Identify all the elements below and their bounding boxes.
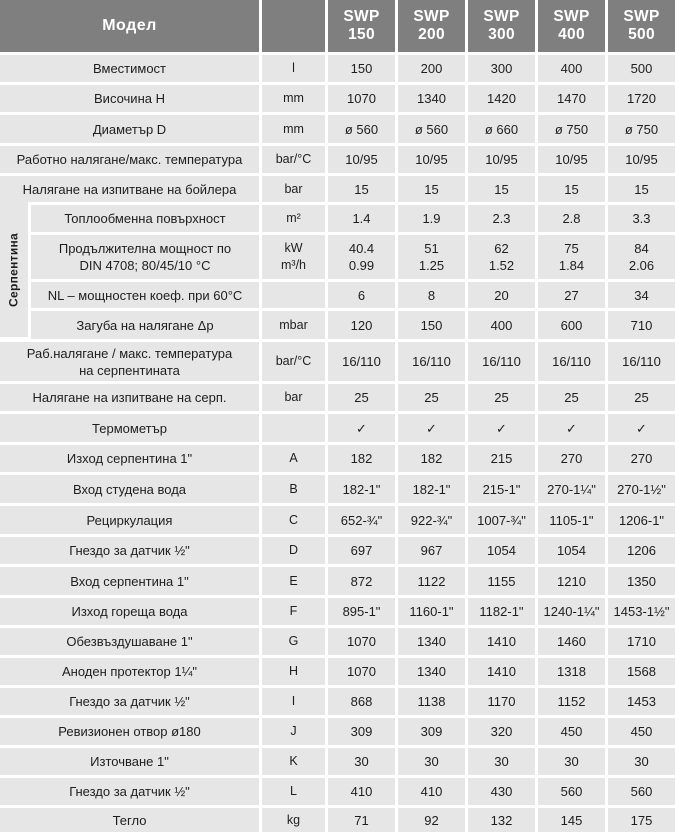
row-unit: K [262, 748, 325, 775]
row-unit: kW m³/h [262, 235, 325, 279]
row-value: 1170 [468, 688, 535, 715]
row-value: ✓ [468, 414, 535, 442]
row-value: 1420 [468, 85, 535, 112]
row-label: Продължителна мощност по DIN 4708; 80/45/10 °C [31, 235, 259, 279]
row-value: 309 [398, 718, 465, 745]
row-unit: E [262, 567, 325, 595]
row-value: 1460 [538, 628, 605, 655]
row-value: ø 750 [538, 115, 605, 143]
row-unit: D [262, 537, 325, 564]
row-value: 1070 [328, 85, 395, 112]
row-label: Работно налягане/макс. температура [0, 146, 259, 173]
row-value: 1206 [608, 537, 675, 564]
row-value: 25 [468, 384, 535, 411]
row-label: Аноден протектор 1¼" [0, 658, 259, 685]
row-value: 1318 [538, 658, 605, 685]
row-value: 150 [328, 55, 395, 82]
row-value: 270 [538, 445, 605, 472]
header-model-swp500: SWP 500 [608, 0, 675, 52]
row-unit: mbar [262, 311, 325, 339]
row-value: 62 1.52 [468, 235, 535, 279]
row-value: 2.8 [538, 205, 605, 232]
row-value: 1070 [328, 658, 395, 685]
row-value: 400 [538, 55, 605, 82]
group-label-serpentine: Серпентина [0, 202, 28, 337]
row-value: 25 [398, 384, 465, 411]
row-value: 1340 [398, 85, 465, 112]
row-value: ✓ [608, 414, 675, 442]
row-value: ✓ [538, 414, 605, 442]
row-value: 10/95 [538, 146, 605, 173]
row-value: 1240-1¼" [538, 598, 605, 625]
header-unit-cell [262, 0, 325, 52]
row-value: 895-1" [328, 598, 395, 625]
row-value: 27 [538, 282, 605, 308]
row-unit: F [262, 598, 325, 625]
row-value: ø 660 [468, 115, 535, 143]
row-value: 1410 [468, 658, 535, 685]
row-label: NL – мощностен коеф. при 60°C [31, 282, 259, 308]
row-unit [262, 414, 325, 442]
row-value: 25 [328, 384, 395, 411]
row-label: Ревизионен отвор ø180 [0, 718, 259, 745]
row-unit: kg [262, 808, 325, 832]
row-unit: L [262, 778, 325, 805]
row-value: 1710 [608, 628, 675, 655]
row-value: 10/95 [608, 146, 675, 173]
row-value: 182 [398, 445, 465, 472]
row-value: 16/110 [538, 342, 605, 381]
row-value: 652-¾" [328, 506, 395, 534]
row-value: 2.3 [468, 205, 535, 232]
row-value: 15 [538, 176, 605, 202]
row-value: 1453 [608, 688, 675, 715]
row-label: Загуба на налягане Δp [31, 311, 259, 339]
row-label: Налягане на изпитване на серп. [0, 384, 259, 411]
row-value: 1206-1" [608, 506, 675, 534]
row-label: Топлообменна повърхност [31, 205, 259, 232]
row-value: 1470 [538, 85, 605, 112]
row-value: 410 [398, 778, 465, 805]
row-label: Диаметър D [0, 115, 259, 143]
row-value: 450 [608, 718, 675, 745]
row-label: Налягане на изпитване на бойлера [0, 176, 259, 202]
row-unit: J [262, 718, 325, 745]
row-value: 40.4 0.99 [328, 235, 395, 279]
row-value: 3.3 [608, 205, 675, 232]
row-label: Височина H [0, 85, 259, 112]
row-value: 1007-¾" [468, 506, 535, 534]
row-unit: B [262, 475, 325, 503]
row-value: 16/110 [468, 342, 535, 381]
row-label: Изход серпентина 1" [0, 445, 259, 472]
row-value: 710 [608, 311, 675, 339]
row-value: 1152 [538, 688, 605, 715]
row-label: Гнездо за датчик ½" [0, 778, 259, 805]
row-value: 1340 [398, 658, 465, 685]
row-value: 25 [538, 384, 605, 411]
row-value: 30 [538, 748, 605, 775]
row-label: Обезвъздушаване 1" [0, 628, 259, 655]
header-model-swp150: SWP 150 [328, 0, 395, 52]
row-value: 600 [538, 311, 605, 339]
row-value: 1155 [468, 567, 535, 595]
row-value: ✓ [398, 414, 465, 442]
row-value: 1210 [538, 567, 605, 595]
row-value: 51 1.25 [398, 235, 465, 279]
row-label: Тегло [0, 808, 259, 832]
row-unit: bar [262, 176, 325, 202]
row-unit: bar/°C [262, 146, 325, 173]
row-value: 10/95 [398, 146, 465, 173]
row-value: 1410 [468, 628, 535, 655]
row-value: 1.9 [398, 205, 465, 232]
row-value: 71 [328, 808, 395, 832]
row-value: 182-1" [398, 475, 465, 503]
row-value: 300 [468, 55, 535, 82]
row-value: ✓ [328, 414, 395, 442]
row-value: 1453-1½" [608, 598, 675, 625]
row-value: 16/110 [328, 342, 395, 381]
row-value: 34 [608, 282, 675, 308]
row-value: 270-1¼" [538, 475, 605, 503]
row-value: 10/95 [328, 146, 395, 173]
row-label: Вместимост [0, 55, 259, 82]
row-value: 400 [468, 311, 535, 339]
row-value: 270 [608, 445, 675, 472]
row-value: 182-1" [328, 475, 395, 503]
row-value: 1122 [398, 567, 465, 595]
row-unit: mm [262, 85, 325, 112]
row-unit: G [262, 628, 325, 655]
row-label: Рециркулация [0, 506, 259, 534]
row-label: Гнездо за датчик ½" [0, 537, 259, 564]
row-unit: A [262, 445, 325, 472]
row-value: 320 [468, 718, 535, 745]
row-value: 309 [328, 718, 395, 745]
row-value: 15 [608, 176, 675, 202]
row-value: 430 [468, 778, 535, 805]
row-value: 8 [398, 282, 465, 308]
row-unit: bar/°C [262, 342, 325, 381]
row-value: 200 [398, 55, 465, 82]
row-value: 1054 [538, 537, 605, 564]
row-value: 15 [468, 176, 535, 202]
row-unit: bar [262, 384, 325, 411]
row-unit: l [262, 55, 325, 82]
row-value: ø 560 [328, 115, 395, 143]
row-value: 30 [328, 748, 395, 775]
row-unit: m² [262, 205, 325, 232]
row-value: 1105-1" [538, 506, 605, 534]
row-value: 182 [328, 445, 395, 472]
row-value: 15 [328, 176, 395, 202]
row-value: 1350 [608, 567, 675, 595]
row-value: 75 1.84 [538, 235, 605, 279]
row-value: 1138 [398, 688, 465, 715]
row-value: 1182-1" [468, 598, 535, 625]
row-label: Източване 1" [0, 748, 259, 775]
row-value: 92 [398, 808, 465, 832]
row-value: 25 [608, 384, 675, 411]
header-model-label: Модел [0, 0, 259, 52]
row-value: 1568 [608, 658, 675, 685]
row-value: 868 [328, 688, 395, 715]
row-unit: mm [262, 115, 325, 143]
row-value: 410 [328, 778, 395, 805]
row-value: 215 [468, 445, 535, 472]
row-label: Термометър [0, 414, 259, 442]
row-value: 1054 [468, 537, 535, 564]
row-value: 84 2.06 [608, 235, 675, 279]
row-value: 20 [468, 282, 535, 308]
row-value: 175 [608, 808, 675, 832]
row-value: 145 [538, 808, 605, 832]
row-value: 30 [608, 748, 675, 775]
row-value: 922-¾" [398, 506, 465, 534]
row-value: 30 [468, 748, 535, 775]
row-value: 30 [398, 748, 465, 775]
row-value: 150 [398, 311, 465, 339]
row-value: 1.4 [328, 205, 395, 232]
row-value: 15 [398, 176, 465, 202]
row-label: Раб.налягане / макс. температура на серпентината [0, 342, 259, 381]
row-value: 1160-1" [398, 598, 465, 625]
row-value: 872 [328, 567, 395, 595]
row-unit: C [262, 506, 325, 534]
row-label: Вход студена вода [0, 475, 259, 503]
row-value: 560 [608, 778, 675, 805]
row-value: 1070 [328, 628, 395, 655]
row-value: ø 560 [398, 115, 465, 143]
row-value: 560 [538, 778, 605, 805]
row-value: 697 [328, 537, 395, 564]
row-value: 967 [398, 537, 465, 564]
row-value: 1340 [398, 628, 465, 655]
header-model-swp300: SWP 300 [468, 0, 535, 52]
row-value: 215-1" [468, 475, 535, 503]
row-unit: I [262, 688, 325, 715]
row-value: 16/110 [608, 342, 675, 381]
row-value: 450 [538, 718, 605, 745]
row-unit: H [262, 658, 325, 685]
row-value: 16/110 [398, 342, 465, 381]
row-label: Вход серпентина 1" [0, 567, 259, 595]
row-value: 1720 [608, 85, 675, 112]
row-label: Гнездо за датчик ½" [0, 688, 259, 715]
row-value: 132 [468, 808, 535, 832]
row-label: Изход гореща вода [0, 598, 259, 625]
row-value: 500 [608, 55, 675, 82]
row-value: 270-1½" [608, 475, 675, 503]
header-model-swp400: SWP 400 [538, 0, 605, 52]
row-value: 120 [328, 311, 395, 339]
row-value: 10/95 [468, 146, 535, 173]
row-value: ø 750 [608, 115, 675, 143]
header-model-swp200: SWP 200 [398, 0, 465, 52]
row-unit [262, 282, 325, 308]
row-value: 6 [328, 282, 395, 308]
